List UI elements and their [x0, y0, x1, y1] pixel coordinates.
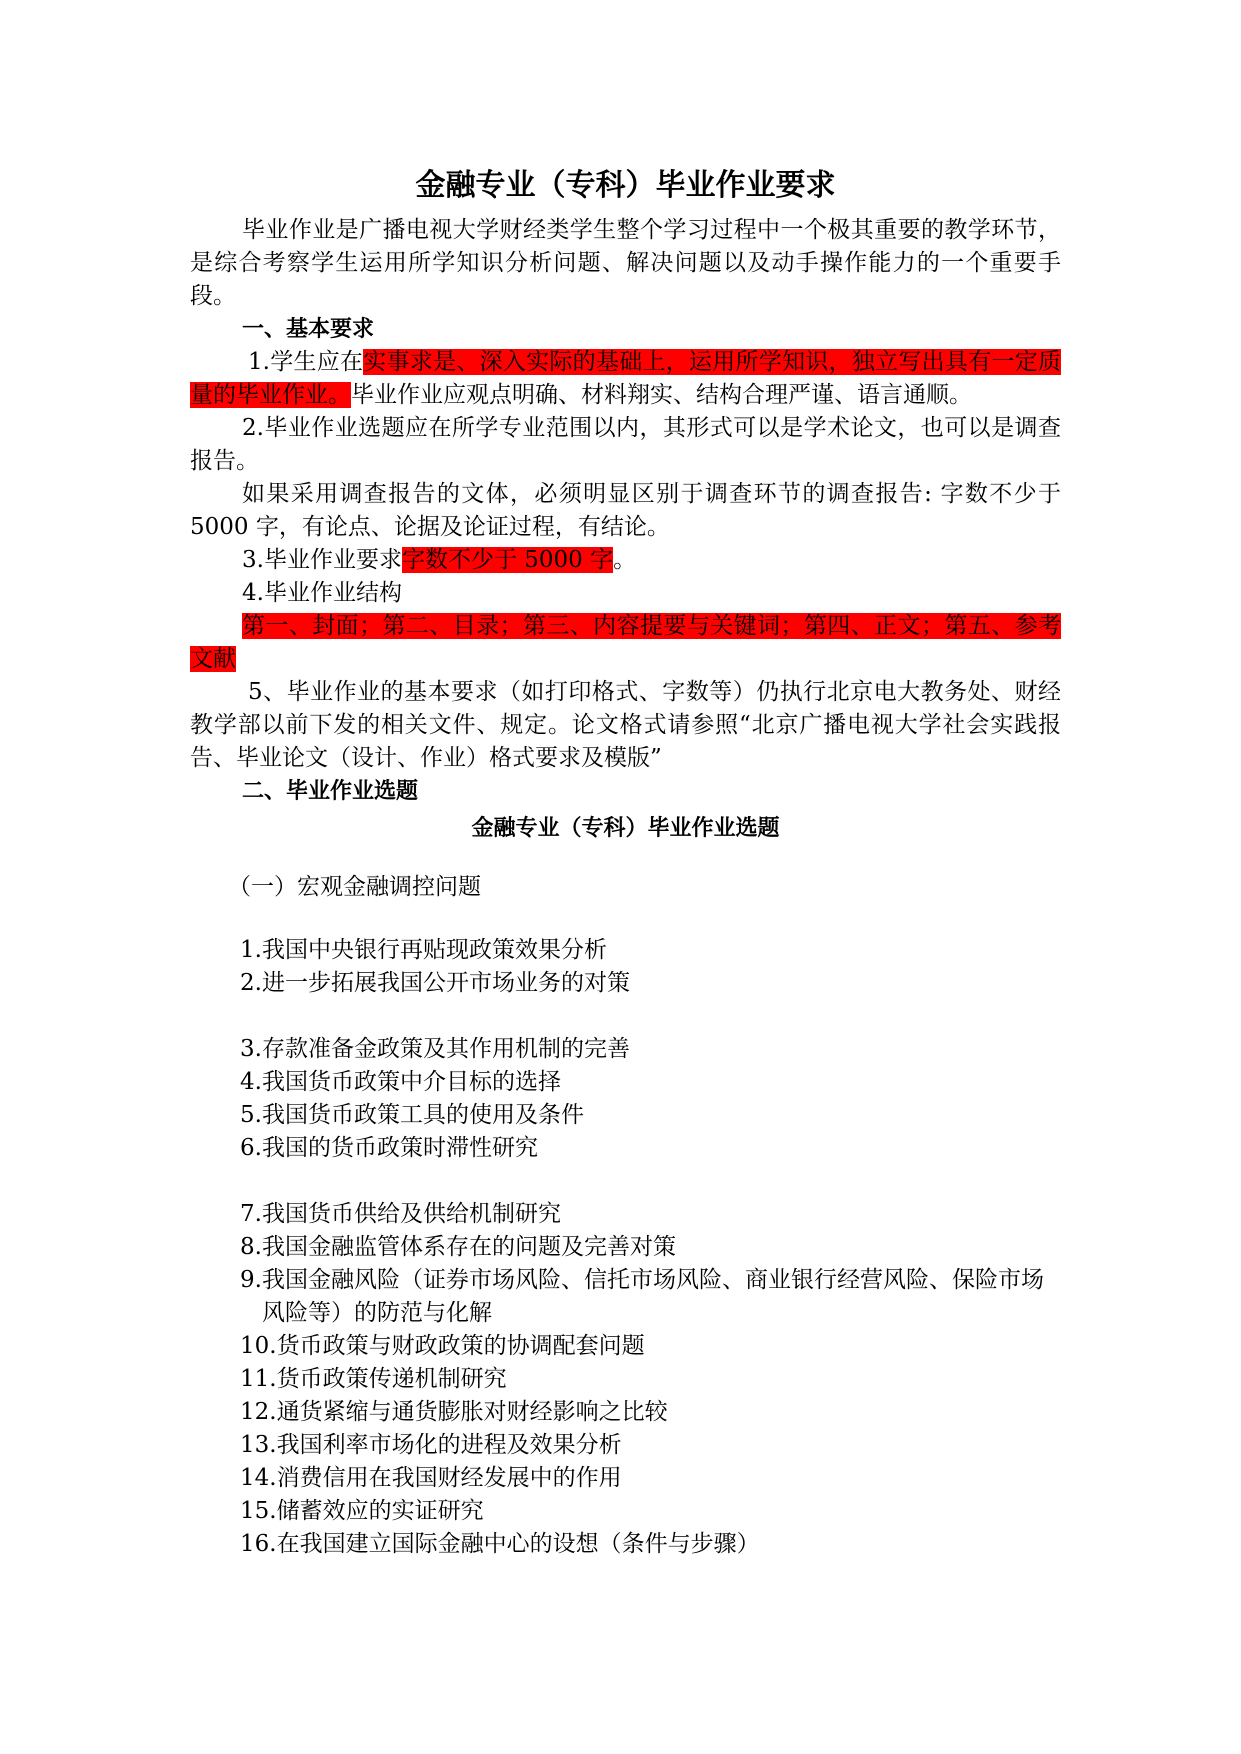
- topic-number: 2.: [240, 970, 262, 996]
- list-item: [240, 1495, 1061, 1528]
- requirement-3-highlight: 字数不少于 5000 字: [401, 547, 614, 573]
- topic-number: 10.: [240, 1333, 277, 1359]
- requirement-3-prefix: 3.毕业作业要求: [242, 547, 402, 573]
- spacer: [240, 1165, 1061, 1198]
- list-item: [240, 967, 1061, 1000]
- topic-text: 我国金融风险（证券市场风险、信托市场风险、商业银行经营风险、保险市场风险等）的防范与化解: [261, 1267, 1044, 1326]
- topic-text: 我国货币政策工具的使用及条件: [261, 1102, 584, 1128]
- topic-category: （一）宏观金融调控问题: [228, 874, 481, 900]
- list-item: [240, 1033, 1061, 1066]
- requirement-1-suffix: 毕业作业应观点明确、材料翔实、结构合理严谨、语言通顺。: [351, 382, 972, 408]
- section-heading-basic-requirements: 一、基本要求: [242, 317, 375, 342]
- spacer: [240, 1000, 1061, 1033]
- requirement-3: [190, 544, 1061, 577]
- list-item: [240, 1099, 1061, 1132]
- requirement-5: 5、毕业作业的基本要求（如打印格式、字数等）仍执行北京电大教务处、财经教学部以前下发的相关文件、规定。论文格式请参照“北京广播电视大学社会实践报告、毕业论文（设计、作业）格式要求及模版”: [190, 679, 1061, 771]
- topic-text: 我国利率市场化的进程及效果分析: [276, 1432, 622, 1458]
- list-item: [240, 1396, 1061, 1429]
- list-item: [240, 1264, 1061, 1330]
- topic-number: 14.: [240, 1465, 277, 1491]
- topic-text: 我国中央银行再贴现政策效果分析: [261, 937, 607, 963]
- list-item: [240, 1231, 1061, 1264]
- topic-number: 3.: [240, 1036, 262, 1062]
- requirement-4-structure: [190, 610, 1061, 676]
- intro-paragraph: 毕业作业是广播电视大学财经类学生整个学习过程中一个极其重要的教学环节，是综合考察学生运用所学知识分析问题、解决问题以及动手操作能力的一个重要手段。: [190, 217, 1061, 309]
- topic-number: 9.: [240, 1267, 262, 1293]
- topic-number: 5.: [240, 1102, 262, 1128]
- topic-text: 货币政策与财政政策的协调配套问题: [276, 1333, 645, 1359]
- document-content: [190, 158, 1061, 1561]
- topics-subtitle: 金融专业（专科）毕业作业选题: [471, 816, 780, 841]
- requirement-2: 2.毕业作业选题应在所学专业范围以内，其形式可以是学术论文，也可以是调查报告。: [190, 415, 1061, 474]
- topic-text: 我国的货币政策时滞性研究: [261, 1135, 538, 1161]
- topic-number: 7.: [240, 1201, 262, 1227]
- topic-number: 15.: [240, 1498, 277, 1524]
- topic-text: 我国货币供给及供给机制研究: [261, 1201, 561, 1227]
- topic-number: 6.: [240, 1135, 262, 1161]
- topic-text: 消费信用在我国财经发展中的作用: [276, 1465, 622, 1491]
- requirement-2-note: 如果采用调查报告的文体，必须明显区别于调查环节的调查报告: 字数不少于 5000 字，有论点、论据及论证过程，有结论。: [190, 481, 1061, 540]
- topic-number: 13.: [240, 1432, 277, 1458]
- topic-number: 8.: [240, 1234, 262, 1260]
- requirement-1-highlight: 实事求是、深入实际的基础上，运用所学知识，独立写出具有一定质量的毕业作业。: [190, 349, 1061, 408]
- topic-text: 通货紧缩与通货膨胀对财经影响之比较: [276, 1399, 668, 1425]
- list-item: [240, 934, 1061, 967]
- topic-text: 我国货币政策中介目标的选择: [261, 1069, 561, 1095]
- topic-text: 货币政策传递机制研究: [276, 1366, 507, 1392]
- list-item: [240, 1528, 1061, 1561]
- list-item: [240, 1330, 1061, 1363]
- list-item: [240, 1066, 1061, 1099]
- list-item: [240, 1462, 1061, 1495]
- topic-number: 12.: [240, 1399, 277, 1425]
- list-item: [240, 1198, 1061, 1231]
- list-item: [240, 1429, 1061, 1462]
- topic-number: 16.: [240, 1531, 277, 1557]
- page-title: 金融专业（专科）毕业作业要求: [415, 168, 836, 203]
- section-heading-topics: 二、毕业作业选题: [242, 779, 419, 804]
- requirement-4: 4.毕业作业结构: [242, 580, 402, 606]
- requirement-1: [190, 346, 1061, 412]
- requirement-3-suffix: 。: [613, 547, 637, 573]
- requirement-1-prefix: 1.学生应在: [248, 349, 364, 375]
- topic-text: 储蓄效应的实证研究: [276, 1498, 484, 1524]
- list-item: [240, 1132, 1061, 1165]
- topic-number: 1.: [240, 937, 262, 963]
- topic-list: [190, 934, 1061, 1561]
- topic-text: 我国金融监管体系存在的问题及完善对策: [261, 1234, 676, 1260]
- topic-text: 存款准备金政策及其作用机制的完善: [261, 1036, 630, 1062]
- requirement-4-structure-highlight: 第一、封面；第二、目录；第三、内容提要与关键词；第四、正文；第五、参考文献: [190, 613, 1061, 672]
- topic-text: 在我国建立国际金融中心的设想（条件与步骤）: [276, 1531, 760, 1557]
- topic-number: 4.: [240, 1069, 262, 1095]
- topic-text: 进一步拓展我国公开市场业务的对策: [261, 970, 630, 996]
- list-item: [240, 1363, 1061, 1396]
- topic-number: 11.: [240, 1366, 277, 1392]
